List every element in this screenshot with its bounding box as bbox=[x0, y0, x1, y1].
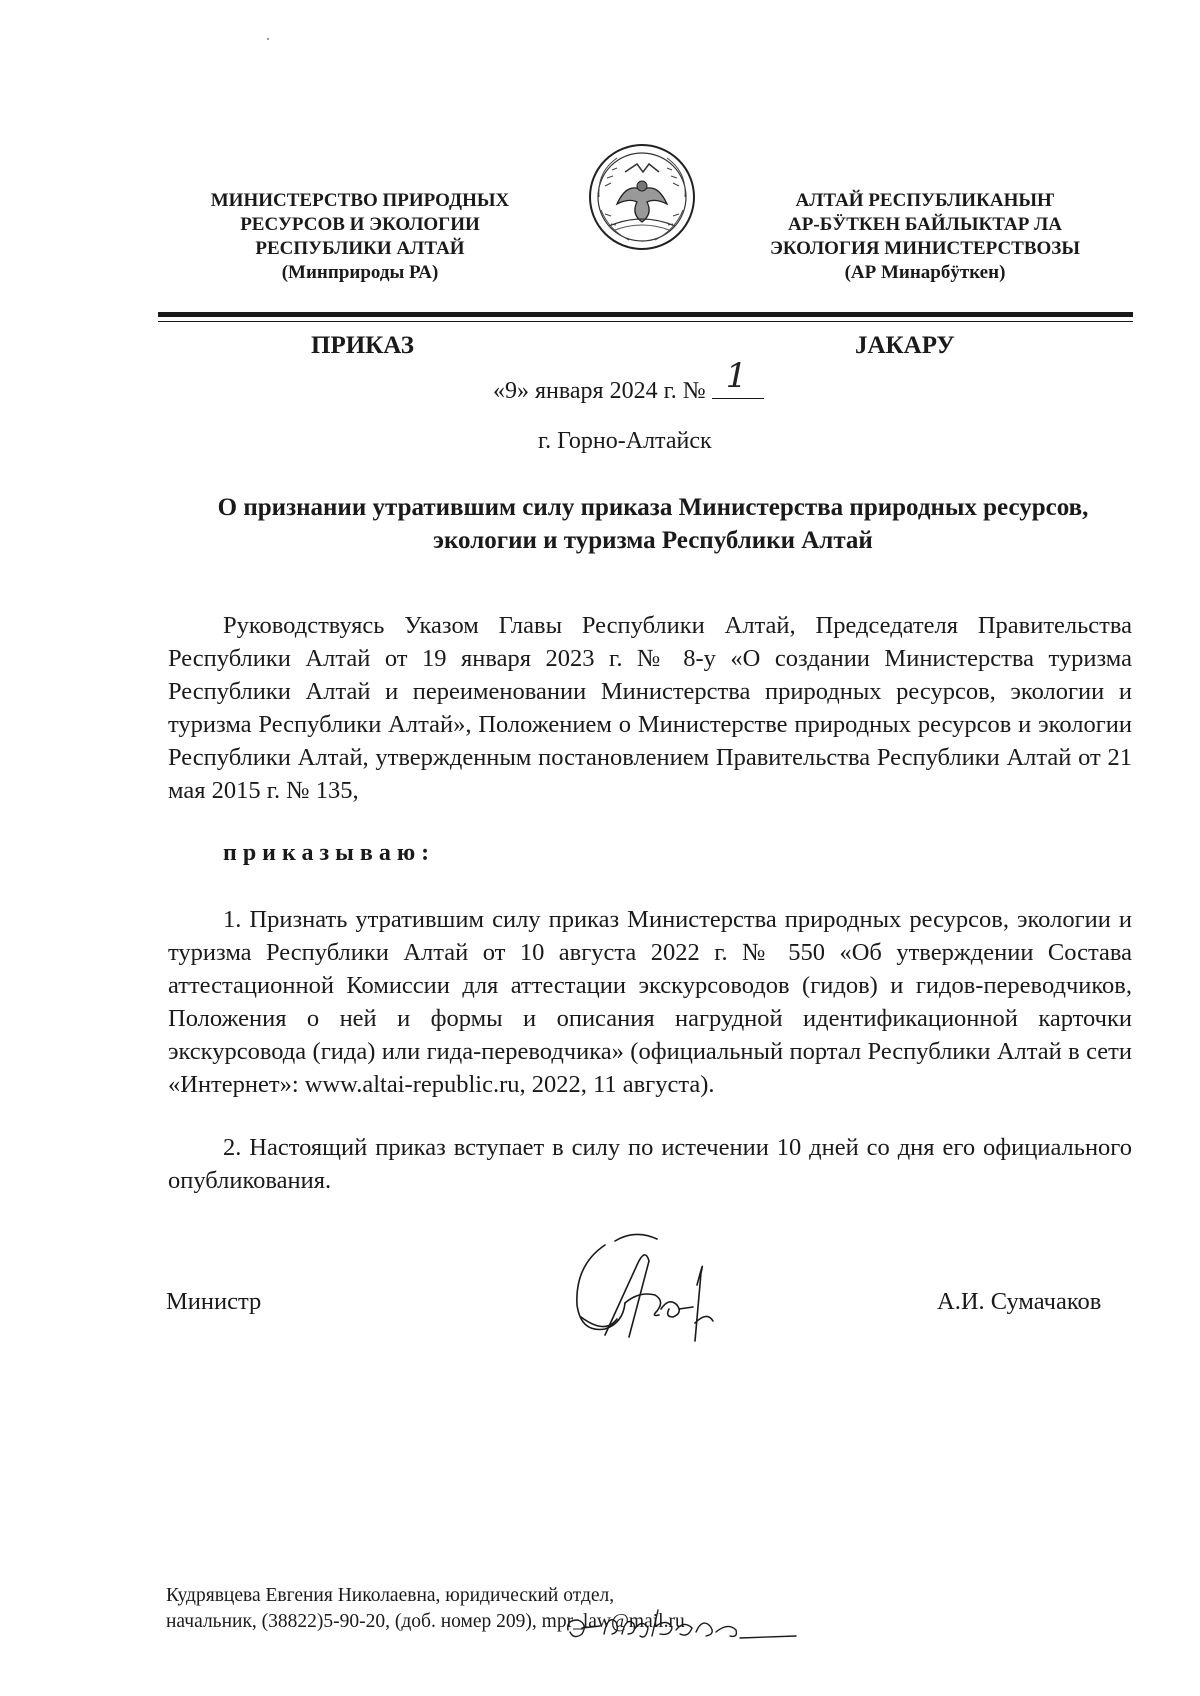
signatory-name: А.И. Сумачаков bbox=[937, 1288, 1102, 1315]
date-line bbox=[493, 356, 764, 405]
preamble-paragraph: Руководствуясь Указом Главы Республики Алтай, Председателя Правительства Республики Алтай от 19 января 2023 г. № 8-у «О создании Министерства туризма Республики Алтай и переименовании Министерства природных ресурсов, экологии и туризма Республики Алтай», Положением о Министерстве природных ресурсов и экологии Республики Алтай, утвержденным постановлением Правительства Республики Алтай от 21 мая 2015 г. № 135, bbox=[168, 612, 1132, 804]
approval-initials bbox=[560, 1600, 800, 1648]
header-right-line2: АР-БӰТКЕН БАЙЛЫКТАР ЛА bbox=[788, 214, 1062, 235]
contact-line-1: Кудрявцева Евгения Николаевна, юридический отдел, bbox=[166, 1585, 615, 1606]
header-divider-thick bbox=[158, 312, 1133, 317]
header-divider-thin bbox=[158, 321, 1133, 322]
order-number-underline bbox=[712, 398, 764, 399]
orders-word: приказываю: bbox=[223, 840, 436, 866]
header-left-line4: (Минприроды РА) bbox=[281, 262, 439, 283]
contact-line-2: начальник, (38822)5-90-20, (доб. номер 209), mpr_law@mail.ru bbox=[166, 1611, 685, 1632]
order-item-2: 2. Настоящий приказ вступает в силу по истечении 10 дней со дня его официального опубликования. bbox=[168, 1134, 1132, 1194]
order-number: 1 bbox=[725, 356, 748, 396]
handwritten-signature bbox=[565, 1225, 745, 1350]
signatory-position: Министр bbox=[166, 1288, 262, 1315]
coat-of-arms-icon bbox=[587, 142, 697, 252]
header-right-line4: (АР Минарбӱткен) bbox=[844, 262, 1006, 283]
header-right-line3: ЭКОЛОГИЯ МИНИСТЕРСТВОЗЫ bbox=[769, 238, 1080, 259]
order-item-1: 1. Признать утратившим силу приказ Министерства природных ресурсов, экологии и туризма Республики Алтай от 10 августа 2022 г. № 550 «Об утверждении Состава аттестационной Комиссии для аттестации экскурсоводов (гидов) и гидов-переводчиков, Положения о ней и формы и описания нагрудной идентификационной карточки экскурсовода (гида) или гида-переводчика» (официальный портал Республики Алтай в сети «Интернет»: www.altai-republic.ru, 2022, 11 августа). bbox=[168, 906, 1132, 1098]
doc-type-altai: ЈАКАРУ bbox=[855, 332, 955, 359]
order-subject: О признании утратившим силу приказа Министерства природных ресурсов, экологии и туризма Республики Алтай bbox=[217, 494, 1089, 554]
header-left-line3: РЕСПУБЛИКИ АЛТАЙ bbox=[255, 238, 465, 259]
ministry-header-russian bbox=[170, 189, 550, 285]
doc-type-russian: ПРИКАЗ bbox=[311, 332, 414, 359]
header-right-line1: АЛТАЙ РЕСПУБЛИКАНЫҤ bbox=[795, 190, 1055, 211]
ministry-header-altai bbox=[735, 189, 1115, 285]
scan-speck bbox=[267, 38, 269, 40]
order-number-field bbox=[712, 356, 764, 398]
header-left-line2: РЕСУРСОВ И ЭКОЛОГИИ bbox=[240, 214, 480, 235]
city: г. Горно-Алтайск bbox=[538, 428, 712, 454]
header-left-line1: МИНИСТЕРСТВО ПРИРОДНЫХ bbox=[210, 190, 510, 211]
order-date: «9» января 2024 г. № bbox=[493, 378, 706, 404]
